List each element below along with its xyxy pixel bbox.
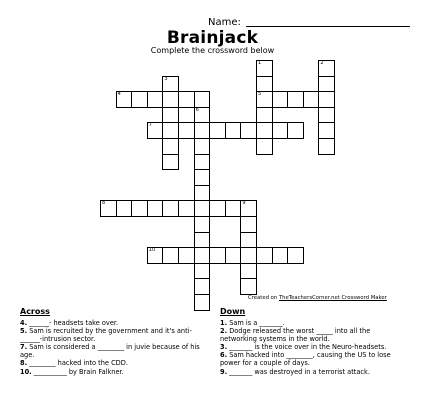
clue-number: 6. bbox=[220, 351, 228, 360]
crossword-cell[interactable] bbox=[256, 247, 273, 264]
crossword-cell[interactable] bbox=[194, 263, 211, 280]
credit-link[interactable]: TheTeachersCorner.net Crossword Maker bbox=[278, 295, 387, 301]
crossword-cell[interactable] bbox=[240, 200, 257, 217]
cell-number: 5 bbox=[258, 91, 262, 98]
crossword-cell[interactable] bbox=[240, 263, 257, 280]
crossword-cell[interactable] bbox=[318, 107, 335, 124]
crossword-cell[interactable] bbox=[194, 232, 211, 249]
across-clue bbox=[20, 343, 214, 359]
crossword-cell[interactable] bbox=[272, 91, 289, 108]
crossword-cell[interactable] bbox=[116, 200, 133, 217]
crossword-cell[interactable] bbox=[147, 200, 164, 217]
crossword-cell[interactable] bbox=[240, 232, 257, 249]
clue-text: Sam is a _______. bbox=[227, 319, 285, 327]
crossword-cell[interactable] bbox=[209, 122, 226, 139]
clue-text: _______ is the voice over in the Neuro-headsets. bbox=[227, 343, 387, 352]
clue-number: 8. bbox=[20, 359, 28, 368]
clue-number: 3. bbox=[220, 343, 228, 352]
crossword-cell[interactable] bbox=[131, 91, 148, 108]
clue-text: Sam hacked into ________, causing the US to lose power for a couple of days. bbox=[220, 351, 391, 368]
crossword-cell[interactable] bbox=[162, 91, 179, 108]
clue-number: 7. bbox=[20, 343, 28, 352]
crossword-cell[interactable] bbox=[162, 154, 179, 171]
cell-number: 4 bbox=[117, 91, 121, 98]
down-clues bbox=[220, 307, 406, 376]
cell-number: 9 bbox=[242, 200, 246, 207]
clue-text: Sam is recruited by the government and it's anti-______-intrusion sector. bbox=[20, 327, 192, 344]
crossword-cell[interactable] bbox=[162, 107, 179, 124]
clue-number: 5. bbox=[20, 327, 28, 336]
clue-text: ______- headsets take over. bbox=[27, 319, 119, 327]
crossword-cell[interactable] bbox=[194, 138, 211, 155]
crossword-cell[interactable] bbox=[318, 122, 335, 139]
crossword-cell[interactable] bbox=[256, 60, 273, 77]
clue-number: 1. bbox=[220, 319, 228, 327]
crossword-cell[interactable] bbox=[178, 247, 195, 264]
down-clue bbox=[220, 351, 406, 367]
crossword-cell[interactable] bbox=[225, 122, 242, 139]
crossword-cell[interactable] bbox=[256, 76, 273, 93]
name-label: Name: bbox=[208, 17, 241, 28]
cell-number: 8 bbox=[102, 200, 106, 207]
clue-text: ________ hacked into the CDD. bbox=[27, 359, 128, 368]
crossword-cell[interactable] bbox=[240, 216, 257, 233]
crossword-cell[interactable] bbox=[162, 138, 179, 155]
crossword-cell[interactable] bbox=[178, 91, 195, 108]
crossword-cell[interactable] bbox=[225, 247, 242, 264]
crossword-cell[interactable] bbox=[194, 216, 211, 233]
crossword-cell[interactable] bbox=[287, 247, 304, 264]
crossword-cell[interactable] bbox=[194, 247, 211, 264]
crossword-cell[interactable] bbox=[194, 91, 211, 108]
clue-number: 4. bbox=[20, 319, 28, 327]
crossword-cell[interactable] bbox=[178, 122, 195, 139]
clue-text: Sam is considered a ________ in juvie because of his age. bbox=[20, 343, 200, 360]
crossword-cell[interactable] bbox=[318, 138, 335, 155]
crossword-cell[interactable] bbox=[100, 200, 117, 217]
crossword-cell[interactable] bbox=[147, 247, 164, 264]
crossword-cell[interactable] bbox=[256, 107, 273, 124]
clue-text: _______ was destroyed in a terrorist attack. bbox=[227, 367, 370, 376]
crossword-cell[interactable] bbox=[162, 76, 179, 93]
across-clue bbox=[20, 368, 214, 376]
crossword-cell[interactable] bbox=[287, 122, 304, 139]
crossword-cell[interactable] bbox=[194, 278, 211, 295]
crossword-cell[interactable] bbox=[194, 185, 211, 202]
down-clue bbox=[220, 343, 406, 351]
cell-number: 6 bbox=[195, 106, 199, 113]
crossword-cell[interactable] bbox=[256, 91, 273, 108]
clue-number: 2. bbox=[220, 327, 228, 336]
crossword-cell[interactable] bbox=[178, 200, 195, 217]
crossword-cell[interactable] bbox=[194, 169, 211, 186]
across-clue bbox=[20, 319, 214, 327]
cell-number: 7 bbox=[148, 122, 152, 129]
crossword-cell[interactable] bbox=[240, 247, 257, 264]
crossword-cell[interactable] bbox=[256, 138, 273, 155]
crossword-cell[interactable] bbox=[194, 154, 211, 171]
crossword-cell[interactable] bbox=[147, 91, 164, 108]
crossword-cell[interactable] bbox=[287, 91, 304, 108]
name-line[interactable] bbox=[246, 26, 410, 27]
clue-text: Dodge released the worst _____ into all the networking systems in the world. bbox=[220, 327, 371, 344]
crossword-cell[interactable] bbox=[256, 122, 273, 139]
clue-text: __________ by Brain Falkner. bbox=[31, 367, 124, 376]
down-clue bbox=[220, 327, 406, 343]
crossword-cell[interactable] bbox=[194, 200, 211, 217]
crossword-cell[interactable] bbox=[194, 107, 211, 124]
page-title: Brainjack bbox=[166, 28, 259, 48]
crossword-cell[interactable] bbox=[209, 247, 226, 264]
crossword-cell[interactable] bbox=[240, 278, 257, 295]
cell-number: 2 bbox=[320, 60, 324, 66]
crossword-cell[interactable] bbox=[272, 122, 289, 139]
across-clues bbox=[20, 307, 214, 376]
crossword-cell[interactable] bbox=[162, 247, 179, 264]
crossword-cell[interactable] bbox=[225, 200, 242, 217]
crossword-cell[interactable] bbox=[318, 91, 335, 108]
crossword-cell[interactable] bbox=[318, 76, 335, 93]
crossword-cell[interactable] bbox=[162, 200, 179, 217]
page-subtitle: Complete the crossword below bbox=[150, 46, 275, 55]
credit-prefix: Created on bbox=[248, 295, 279, 301]
crossword-cell[interactable] bbox=[303, 91, 320, 108]
cell-number: 1 bbox=[258, 60, 262, 66]
crossword-cell[interactable] bbox=[116, 91, 133, 108]
crossword-cell[interactable] bbox=[209, 200, 226, 217]
credit-line bbox=[248, 295, 387, 301]
crossword-cell[interactable] bbox=[240, 122, 257, 139]
clue-number: 10. bbox=[20, 367, 32, 376]
cell-number: 10 bbox=[148, 247, 156, 254]
across-heading: Across bbox=[20, 307, 50, 316]
crossword-cell[interactable] bbox=[147, 122, 164, 139]
clue-number: 9. bbox=[220, 367, 228, 376]
down-clue bbox=[220, 319, 406, 327]
across-clue bbox=[20, 359, 214, 367]
crossword-cell[interactable] bbox=[272, 247, 289, 264]
cell-number: 3 bbox=[164, 75, 168, 82]
crossword-cell[interactable] bbox=[162, 122, 179, 139]
across-clue bbox=[20, 327, 214, 343]
down-clue bbox=[220, 368, 406, 376]
down-heading: Down bbox=[220, 307, 246, 316]
crossword-cell[interactable] bbox=[131, 200, 148, 217]
crossword-cell[interactable] bbox=[318, 60, 335, 77]
crossword-cell[interactable] bbox=[194, 122, 211, 139]
